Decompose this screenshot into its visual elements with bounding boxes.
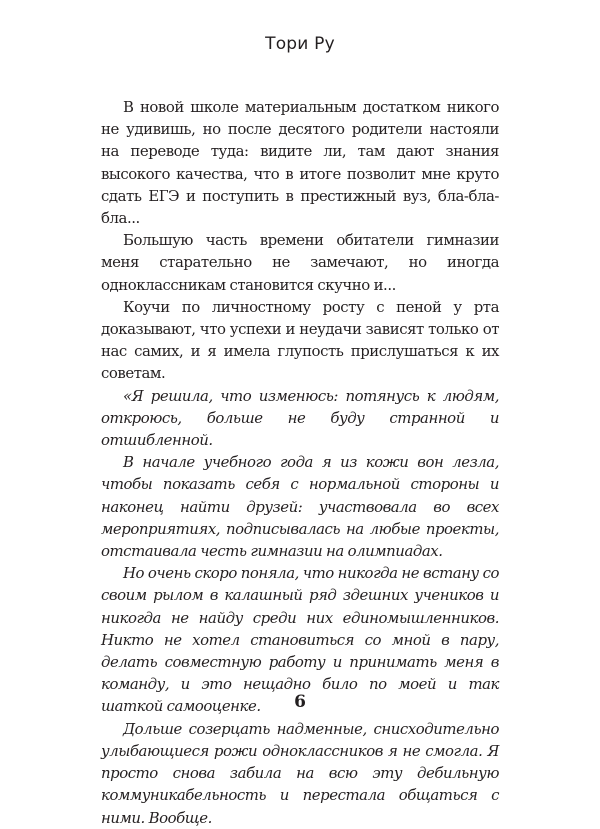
- body-text: [101, 96, 499, 829]
- page-number: 6: [294, 692, 306, 712]
- paragraph-italic: «Я решила, что изменюсь: потянусь к людям, откроюсь, больше не буду странной и отшибленной.: [101, 386, 499, 450]
- paragraph: В новой школе материальным достатком никого не удивишь, но после десятого родители настояли на переводе туда: видите ли, там дают знания высокого качества, что в итоге позволит мне круто сдать ЕГЭ и поступить в престижный вуз, бла-бла-бла...: [101, 98, 499, 228]
- running-head-author: Тори Ру: [265, 34, 335, 54]
- paragraph-italic: В начале учебного года я из кожи вон лезла, чтобы показать себя с нормальной стороны и наконец найти друзей: участвовала во всех мероприятиях, подписывалась на любые проекты, отстаивала честь гимназии на олимпиадах.: [101, 453, 499, 561]
- paragraph: Коучи по личностному росту с пеной у рта доказывают, что успехи и неудачи зависят только от нас самих, и я имела глупость прислушаться к их советам.: [101, 297, 499, 383]
- paragraph-italic: Дольше созерцать надменные, снисходительно улыбающиеся рожи одноклассников я не смогла. Я просто снова забила на всю эту дебильную коммуникабельность и перестала общаться с ними. Вообще.: [101, 719, 499, 827]
- paragraph-italic: Но очень скоро поняла, что никогда не встану со своим рылом в калашный ряд здешних учеников и никогда не найду среди них единомышленников. Никто не хотел становиться со мной в пару, делать совместную работу и принимать меня в команду, и это нещадно било по моей и так шаткой самооценке.: [101, 564, 499, 716]
- paragraph: Большую часть времени обитатели гимназии меня старательно не замечают, но иногда одноклассникам становится скучно и...: [101, 231, 499, 294]
